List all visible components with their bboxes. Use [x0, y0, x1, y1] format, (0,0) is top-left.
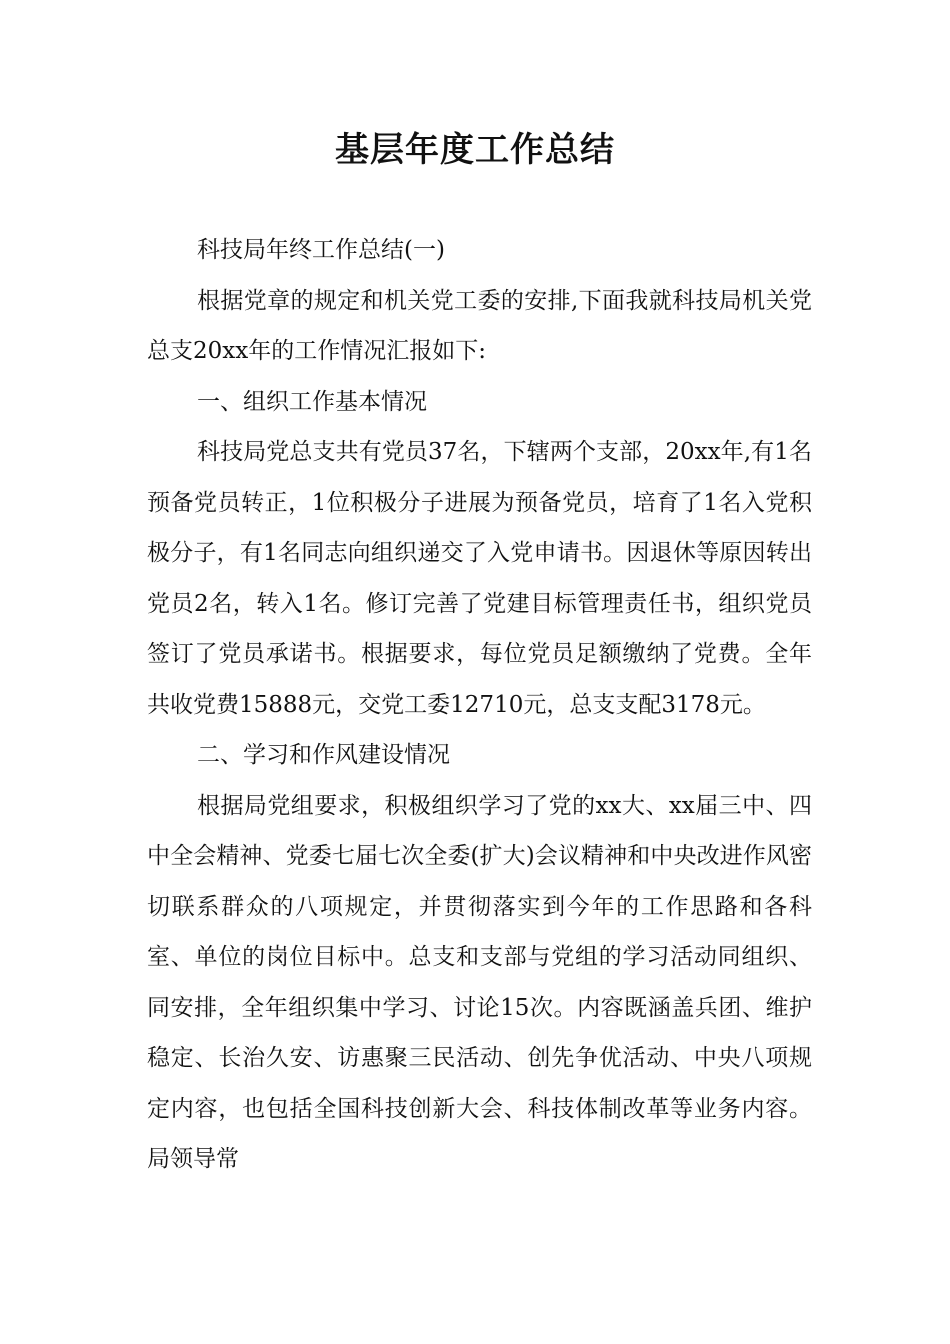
- paragraph-organization: 科技局党总支共有党员37名，下辖两个支部，20xx年,有1名预备党员转正，1位积极分子进展为预备党员，培育了1名入党积极分子，有1名同志向组织递交了入党申请书。因退休等原因转出党员2名，转入1名。修订完善了党建目标管理责任书，组织党员签订了党员承诺书。根据要求，每位党员足额缴纳了党费。全年共收党费15888元，交党工委12710元，总支支配3178元。: [147, 439, 812, 718]
- paragraph-study: 根据局党组要求，积极组织学习了党的xx大、xx届三中、四中全会精神、党委七届七次全委(扩大)会议精神和中央改进作风密切联系群众的八项规定，并贯彻落实到今年的工作思路和各科室、单位的岗位目标中。总支和支部与党组的学习活动同组织、同安排，全年组织集中学习、讨论15次。内容既涵盖兵团、维护稳定、长治久安、访惠聚三民活动、创先争优活动、中央八项规定内容，也包括全国科技创新大会、科技体制改革等业务内容。局领导常: [147, 792, 812, 1172]
- section-heading-study: 二、学习和作风建设情况: [197, 742, 450, 768]
- section-heading-organization: 一、组织工作基本情况: [197, 388, 427, 415]
- paragraph-intro: 根据党章的规定和机关党工委的安排,下面我就科技局机关党总支20xx年的工作情况汇报如下:: [147, 287, 812, 364]
- document-body: [147, 225, 812, 1185]
- document-title: 基层年度工作总结: [335, 130, 615, 170]
- paragraph-subtitle: 科技局年终工作总结(一): [197, 237, 445, 263]
